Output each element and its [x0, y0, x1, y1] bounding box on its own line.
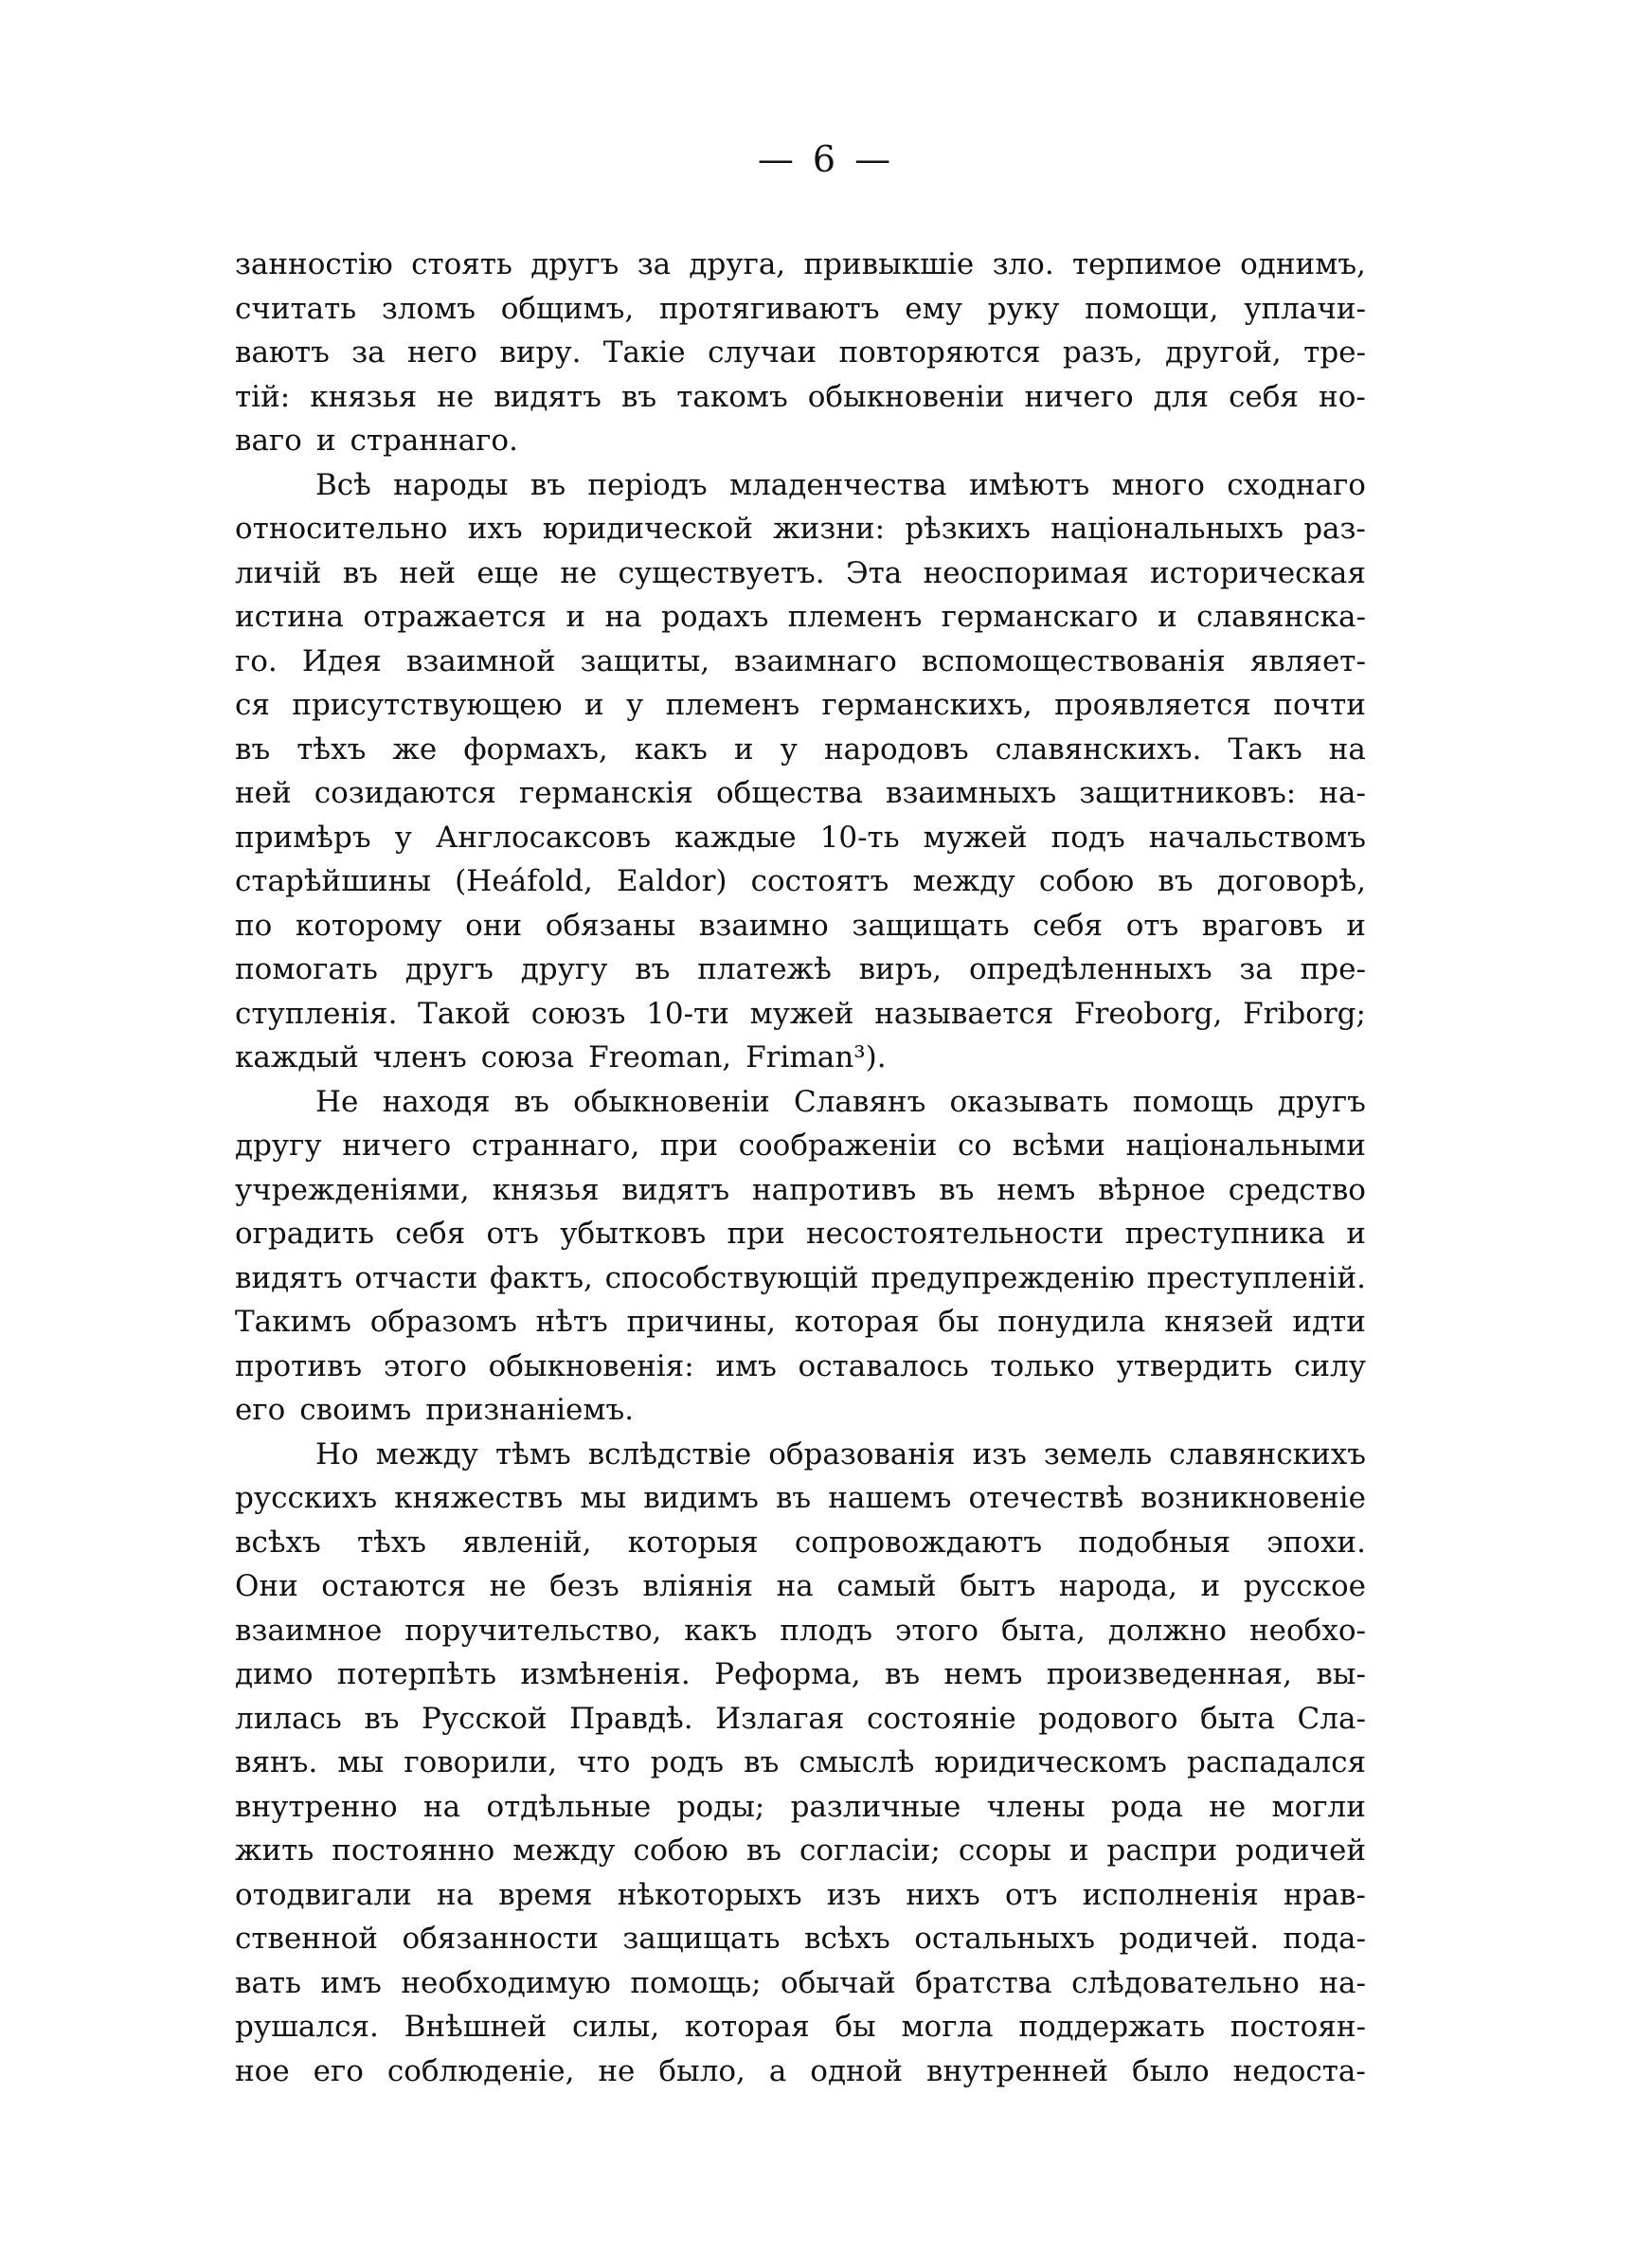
text-line: вянъ. мы говорили, что родъ въ смыслѣ юридическомъ распадался: [235, 1745, 1366, 1779]
text-line: Они остаются не безъ вліянія на самый бытъ народа, и русское: [235, 1569, 1366, 1603]
text-line: Но между тѣмъ вслѣдствіе образованія изъ земель славянскихъ: [315, 1436, 1366, 1472]
text-line: жить постоянно между собою въ согласіи; ссоры и распри родичей: [235, 1833, 1366, 1868]
text-line: взаимное поручительство, какъ плодъ этого быта, должно необхо-: [235, 1613, 1366, 1648]
text-line: видятъ отчасти фактъ, способствующій предупрежденію преступленій.: [235, 1260, 1366, 1295]
text-line: ся присутствующею и у племенъ германскихъ, проявляется почти: [235, 688, 1366, 722]
text-line: личій въ ней еще не существуетъ. Эта неоспоримая историческая: [235, 555, 1366, 590]
text-line: ней созидаются германскія общества взаимныхъ защитниковъ: на-: [235, 776, 1366, 810]
text-line: примѣръ у Англосаксовъ каждые 10-ть мужей подъ начальствомъ: [235, 820, 1366, 855]
text-line: учрежденіями, князья видятъ напротивъ въ немъ вѣрное средство: [235, 1172, 1366, 1207]
text-line: всѣхъ тѣхъ явленій, которыя сопровождаютъ подобныя эпохи.: [235, 1525, 1366, 1560]
text-line: старѣйшины (Heáfold, Ealdor) состоятъ между собою въ договорѣ,: [235, 864, 1366, 898]
page-number: — 6 —: [757, 138, 895, 180]
text-line: ное его соблюденіе, не было, а одной внутренней было недоста-: [235, 2053, 1366, 2088]
text-line: рушался. Внѣшней силы, которая бы могла поддержать постоян-: [235, 2010, 1366, 2044]
text-line: занностію стоять другъ за друга, привыкшіе зло. терпимое однимъ,: [235, 247, 1366, 281]
text-line: другу ничего страннаго, при соображеніи со всѣми національными: [235, 1128, 1366, 1163]
text-line: ваго и страннаго.: [235, 424, 518, 458]
text-line: Всѣ народы въ періодъ младенчества имѣютъ много сходнаго: [315, 467, 1366, 502]
text-line: димо потерпѣть измѣненія. Реформа, въ немъ произведенная, вы-: [235, 1657, 1366, 1691]
text-line: каждый членъ союза Freoman, Friman³).: [235, 1040, 887, 1074]
text-line: въ тѣхъ же формахъ, какъ и у народовъ славянскихъ. Такъ на: [235, 731, 1366, 767]
body-text: [235, 243, 1366, 2093]
text-line: помогать другъ другу въ платежѣ виръ, опредѣленныхъ за пре-: [235, 952, 1366, 986]
text-line: русскихъ княжествъ мы видимъ въ нашемъ отечествѣ возникновеніе: [235, 1481, 1366, 1515]
text-line: относительно ихъ юридической жизни: рѣзкихъ національныхъ раз-: [235, 512, 1366, 546]
text-line: внутренно на отдѣльные роды; различные члены рода не могли: [235, 1789, 1366, 1824]
text-line: ственной обязанности защищать всѣхъ остальныхъ родичей. пода-: [235, 1922, 1366, 1956]
text-line: го. Идея взаимной защиты, взаимнаго вспомоществованія являет-: [235, 643, 1366, 678]
text-line: вать имъ необходимую помощь; обычай братства слѣдовательно на-: [235, 1965, 1366, 2000]
text-line: его своимъ признаніемъ.: [235, 1393, 635, 1427]
text-line: по которому они обязаны взаимно защищать себя отъ враговъ и: [235, 908, 1366, 943]
text-line: оградить себя отъ убытковъ при несостоятельности преступника и: [235, 1217, 1366, 1251]
text-line: считать зломъ общимъ, протягиваютъ ему руку помощи, уплачи-: [235, 291, 1366, 326]
text-line: Не находя въ обыкновеніи Славянъ оказывать помощь другъ: [315, 1084, 1366, 1119]
text-line: отодвигали на время нѣкоторыхъ изъ нихъ отъ исполненія нрав-: [235, 1877, 1366, 1912]
text-line: Такимъ образомъ нѣтъ причины, которая бы понудила князей идти: [235, 1305, 1366, 1339]
text-line: ваютъ за него виру. Такіе случаи повторяются разъ, другой, тре-: [235, 335, 1366, 370]
text-line: лилась въ Русской Правдѣ. Излагая состояніе родового быта Сла-: [235, 1701, 1366, 1736]
text-line: ступленія. Такой союзъ 10-ти мужей называется Freoborg, Friborg;: [235, 996, 1366, 1031]
text-line: истина отражается и на родахъ племенъ германскаго и славянска-: [235, 600, 1366, 634]
text-line: тій: князья не видятъ въ такомъ обыкновеніи ничего для себя но-: [235, 379, 1366, 414]
text-line: противъ этого обыкновенія: имъ оставалось только утвердить силу: [235, 1348, 1366, 1383]
